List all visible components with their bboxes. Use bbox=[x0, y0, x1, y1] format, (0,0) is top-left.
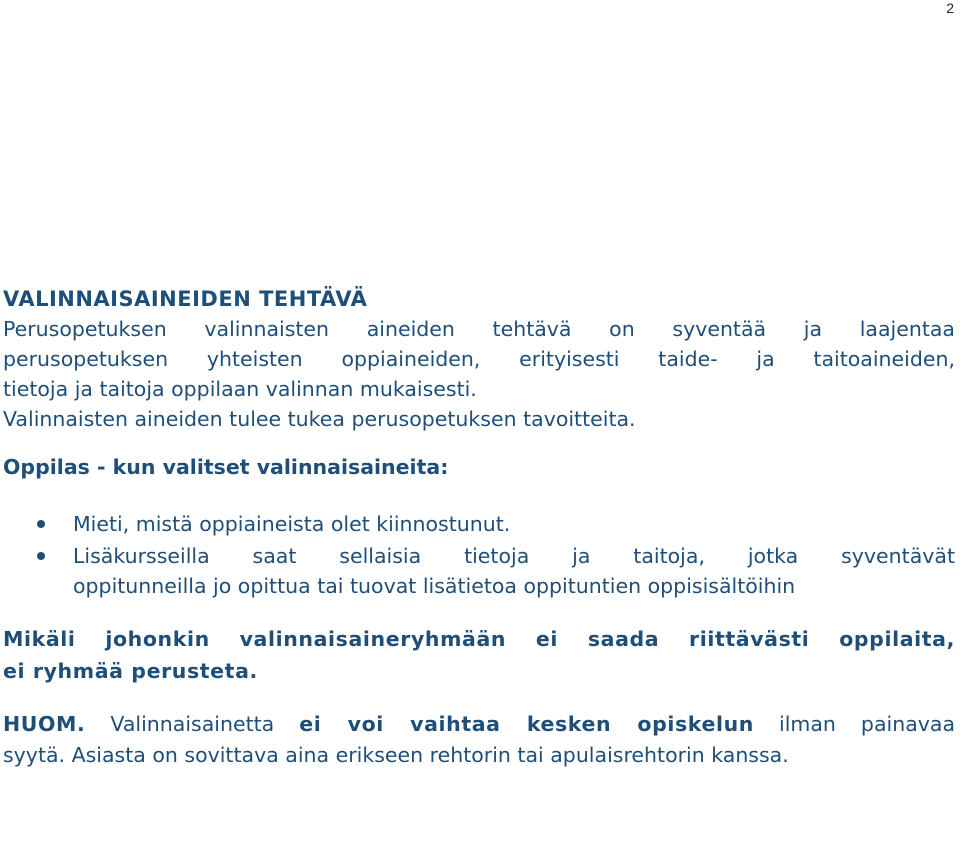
intro-line-1: Perusopetuksen valinnaisten aineiden tehtävä on syventää ja laajentaa bbox=[3, 317, 955, 341]
warning-line-1: Mikäli johonkin valinnaisaineryhmään ei saada riittävästi oppilaita, bbox=[3, 627, 955, 651]
note-paragraph bbox=[3, 709, 955, 771]
intro-line-4: Valinnaisten aineiden tulee tukea perusopetuksen tavoitteita. bbox=[3, 407, 636, 431]
note-line-2: syytä. Asiasta on sovittava aina erikseen rehtorin tai apulaisrehtorin kanssa. bbox=[3, 743, 789, 767]
note-text-1: Valinnaisainetta bbox=[85, 712, 300, 736]
list-item bbox=[3, 509, 955, 539]
section-title: VALINNAISAINEIDEN TEHTÄVÄ bbox=[3, 287, 368, 311]
bullet-text-2-line-1: Lisäkursseilla saat sellaisia tietoja ja taitoja, jotka syventävät bbox=[73, 544, 955, 568]
intro-line-2: perusopetuksen yhteisten oppiaineiden, erityisesti taide- ja taitoaineiden, bbox=[3, 347, 955, 371]
note-label: HUOM. bbox=[3, 712, 86, 736]
warning-line-2: ei ryhmää perusteta. bbox=[3, 659, 258, 683]
page-number: 2 bbox=[946, 0, 954, 16]
note-text-2: ilman painavaa bbox=[754, 712, 956, 736]
subheading-student: Oppilas - kun valitset valinnaisaineita: bbox=[3, 455, 449, 479]
bullet-icon bbox=[37, 552, 45, 560]
intro-line-3: tietoja ja taitoja oppilaan valinnan mukaisesti. bbox=[3, 377, 477, 401]
warning-paragraph bbox=[3, 623, 955, 687]
bullet-icon bbox=[37, 520, 45, 528]
bullet-list bbox=[3, 509, 955, 601]
bullet-text-2-line-2: oppitunneilla jo opittua tai tuovat lisätietoa oppituntien oppisisältöihin bbox=[73, 574, 796, 598]
main-content bbox=[3, 284, 955, 771]
intro-paragraph bbox=[3, 314, 955, 434]
list-item bbox=[3, 541, 955, 601]
note-line-1 bbox=[3, 709, 955, 740]
note-emphasis: ei voi vaihtaa kesken opiskelun bbox=[299, 712, 754, 736]
bullet-text-1: Mieti, mistä oppiaineista olet kiinnostunut. bbox=[73, 512, 511, 536]
